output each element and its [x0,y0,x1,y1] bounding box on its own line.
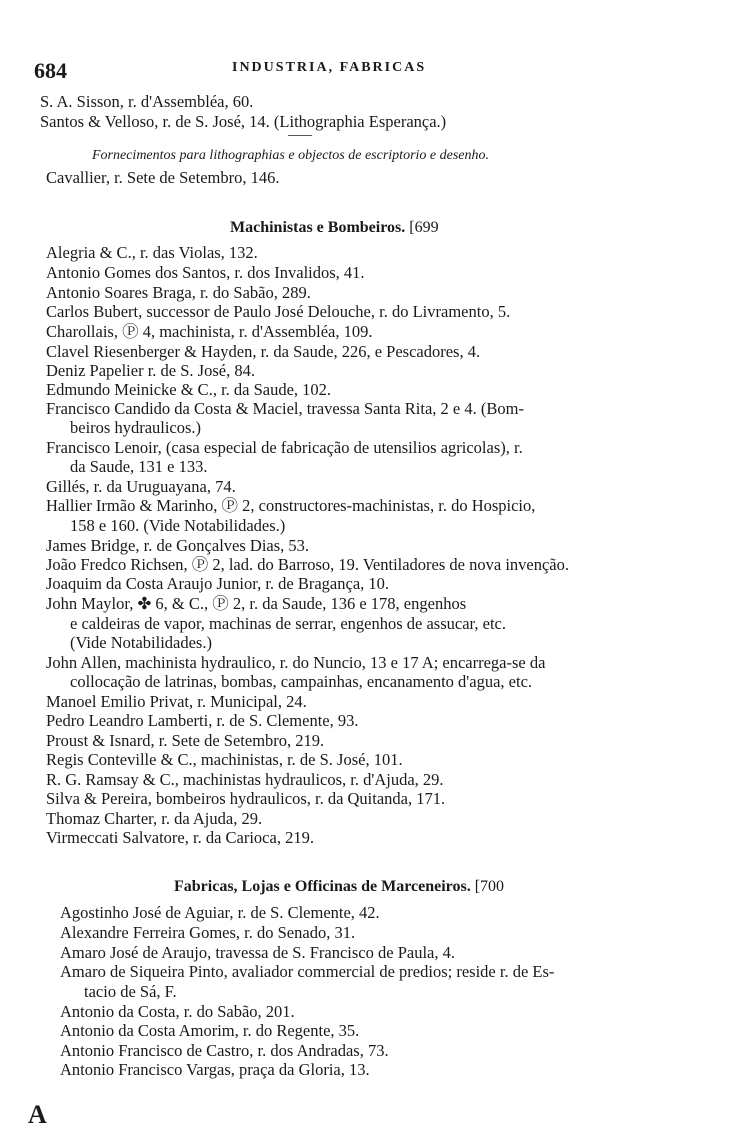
entry-line: Deniz Papelier r. de S. José, 84. [46,361,255,380]
entry-line: Manoel Emilio Privat, r. Municipal, 24. [46,692,307,711]
running-title: INDUSTRIA, FABRICAS [232,60,427,75]
entry-line: e caldeiras de vapor, machinas de serrar, engenhos de assucar, etc. [70,614,506,633]
entry-line: Santos & Velloso, r. de S. José, 14. (Lithographia Esperança.) [40,112,447,131]
page-header [34,54,706,84]
section-title: Fabricas, Lojas e Officinas de Marceneiros. [174,878,471,895]
page-number: 684 [34,58,67,83]
section-heading-marceneiros [174,877,504,897]
entry-line: Antonio Gomes dos Santos, r. dos Invalidos, 41. [46,263,365,282]
supplies-note: Fornecimentos para lithographias e objectos de escriptorio e desenho. [92,148,489,163]
section-heading-machinistas [230,218,439,238]
entry-line: Gillés, r. da Uruguayana, 74. [46,477,236,496]
entry-line: Agostinho José de Aguiar, r. de S. Clemente, 42. [60,903,380,922]
entry-line: Silva & Pereira, bombeiros hydraulicos, r. da Quitanda, 171. [46,789,446,808]
entry-line: Antonio Francisco de Castro, r. dos Andradas, 73. [60,1041,389,1060]
entry-line: Regis Conteville & C., machinistas, r. de S. José, 101. [46,750,403,769]
entry-line: Joaquim da Costa Araujo Junior, r. de Bragança, 10. [46,574,390,593]
entry-line: (Vide Notabilidades.) [70,633,212,652]
entry-line: Virmeccati Salvatore, r. da Carioca, 219. [46,828,314,847]
entry-line: Antonio da Costa, r. do Sabão, 201. [60,1002,295,1021]
section-ref: [700 [474,878,505,895]
entry-line: Francisco Candido da Costa & Maciel, travessa Santa Rita, 2 e 4. (Bom- [46,399,524,418]
entry-line: Edmundo Meinicke & C., r. da Saude, 102. [46,380,332,399]
entry-line: John Maylor, ✤ 6, & C., Ⓟ 2, r. da Saude, 136 e 178, engenhos [46,594,467,613]
entry-line: da Saude, 131 e 133. [70,457,208,476]
entry-line: Hallier Irmão & Marinho, Ⓟ 2, constructores-machinistas, r. do Hospicio, [46,496,536,515]
entry-line: Cavallier, r. Sete de Setembro, 146. [46,168,280,187]
entry-line: Alexandre Ferreira Gomes, r. do Senado, 31. [60,923,356,942]
corner-mark: A [28,1100,47,1129]
section-title: Machinistas e Bombeiros. [230,219,406,236]
entry-line: Clavel Riesenberger & Hayden, r. da Saude, 226, e Pescadores, 4. [46,342,481,361]
entry-line: collocação de latrinas, bombas, campainhas, encanamento d'agua, etc. [70,672,533,691]
entry-line: Charollais, Ⓟ 4, machinista, r. d'Assembléa, 109. [46,322,373,341]
entry-line: Antonio Francisco Vargas, praça da Gloria, 13. [60,1060,370,1079]
entry-line: Francisco Lenoir, (casa especial de fabricação de utensilios agricolas), r. [46,438,523,457]
entry-line: Antonio Soares Braga, r. do Sabão, 289. [46,283,311,302]
section-ref: [699 [409,219,439,236]
entry-line: Carlos Bubert, successor de Paulo José Delouche, r. do Livramento, 5. [46,302,511,321]
entry-line: John Allen, machinista hydraulico, r. do Nuncio, 13 e 17 A; encarrega-se da [46,653,546,672]
entry-line: João Fredco Richsen, Ⓟ 2, lad. do Barroso, 19. Ventiladores de nova invenção. [46,555,569,574]
entry-line: R. G. Ramsay & C., machinistas hydraulicos, r. d'Ajuda, 29. [46,770,444,789]
entry-line: beiros hydraulicos.) [70,418,202,437]
entry-line: Pedro Leandro Lamberti, r. de S. Clemente, 93. [46,711,359,730]
entry-line: Proust & Isnard, r. Sete de Setembro, 219. [46,731,325,750]
entry-line: James Bridge, r. de Gonçalves Dias, 53. [46,536,310,555]
entry-line: Amaro José de Araujo, travessa de S. Francisco de Paula, 4. [60,943,455,962]
entry-line: Amaro de Siqueira Pinto, avaliador commercial de predios; reside r. de Es- [60,962,555,981]
divider [288,135,312,136]
entry-line: tacio de Sá, F. [84,982,177,1001]
entry-line: S. A. Sisson, r. d'Assembléa, 60. [40,92,254,111]
entry-line: 158 e 160. (Vide Notabilidades.) [70,516,286,535]
entry-line: Alegria & C., r. das Violas, 132. [46,243,258,262]
entry-line: Antonio da Costa Amorim, r. do Regente, 35. [60,1021,360,1040]
entry-line: Thomaz Charter, r. da Ajuda, 29. [46,809,263,828]
